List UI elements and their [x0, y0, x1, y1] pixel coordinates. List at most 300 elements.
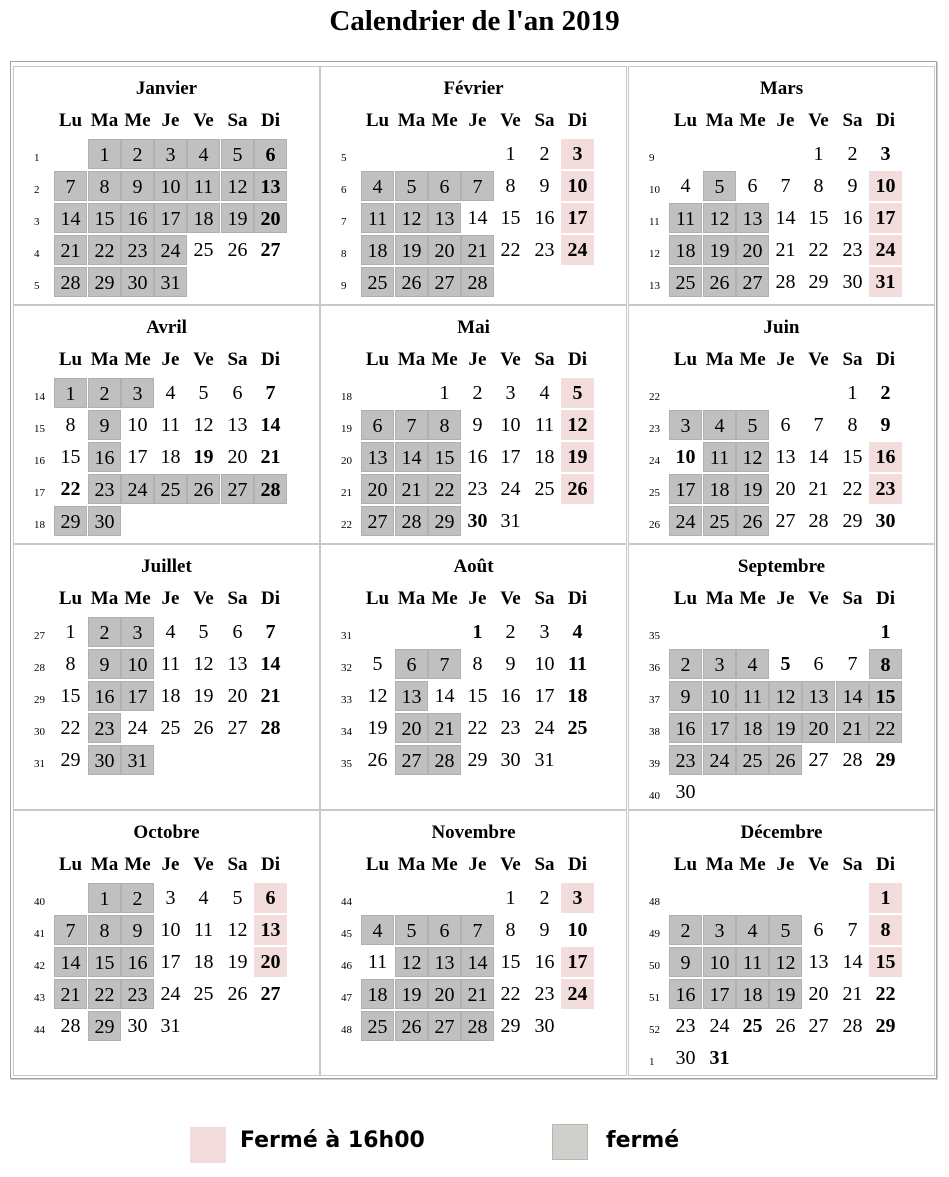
day-cell: 28 — [54, 267, 87, 297]
day-cell: 9 — [505, 653, 516, 675]
weekday-header: Je — [468, 349, 487, 370]
day-cell: 10 — [567, 919, 588, 941]
day-cell: 30 — [675, 781, 696, 803]
day-cell: 8 — [813, 175, 824, 197]
month-name: Décembre — [740, 822, 823, 843]
day-cell: 3 — [539, 621, 550, 643]
day-cell: 30 — [127, 1015, 148, 1037]
day-cell: 10 — [160, 919, 181, 941]
day-cell: 29 — [54, 506, 87, 536]
day-cell: 7 — [54, 915, 87, 945]
month-name: Février — [443, 78, 504, 99]
week-number: 19 — [341, 423, 352, 435]
day-cell: 1 — [88, 139, 121, 169]
weekday-header: Lu — [673, 110, 698, 131]
week-number: 34 — [341, 726, 352, 738]
day-cell: 27 — [775, 510, 796, 532]
week-number: 31 — [34, 758, 45, 770]
day-cell: 26 — [227, 239, 248, 261]
day-cell: 15 — [500, 207, 521, 229]
day-cell: 17 — [154, 203, 187, 233]
month-name: Novembre — [431, 822, 516, 843]
day-cell: 22 — [60, 717, 81, 739]
day-cell: 18 — [703, 474, 736, 504]
day-cell: 18 — [160, 685, 181, 707]
weekday-header: Sa — [842, 110, 863, 131]
month-11 — [320, 810, 627, 1076]
day-cell: 20 — [227, 685, 248, 707]
day-cell: 4 — [539, 382, 550, 404]
day-cell: 30 — [875, 510, 896, 532]
day-cell: 4 — [361, 171, 394, 201]
weekday-header: Ve — [193, 110, 214, 131]
week-number: 36 — [649, 662, 660, 674]
day-cell: 27 — [736, 267, 769, 297]
day-cell: 20 — [254, 203, 287, 233]
weekday-header: Je — [776, 349, 795, 370]
week-number: 17 — [34, 487, 45, 499]
month-name: Mars — [759, 78, 804, 99]
day-cell: 7 — [265, 382, 276, 404]
day-cell: 23 — [88, 713, 121, 743]
weekday-header: Je — [776, 110, 795, 131]
day-cell: 27 — [221, 474, 254, 504]
day-cell: 10 — [703, 947, 736, 977]
day-cell: 1 — [88, 883, 121, 913]
day-cell: 24 — [127, 717, 148, 739]
weekday-header: Sa — [227, 854, 248, 875]
month-name: Octobre — [133, 822, 200, 843]
day-cell: 10 — [121, 649, 154, 679]
day-cell: 7 — [461, 171, 494, 201]
day-cell: 10 — [869, 171, 902, 201]
day-cell: 25 — [193, 239, 214, 261]
weekday-header: Lu — [365, 110, 390, 131]
day-cell: 12 — [769, 681, 802, 711]
day-cell: 15 — [467, 685, 488, 707]
week-number: 18 — [341, 391, 352, 403]
day-cell: 26 — [367, 749, 388, 771]
day-cell: 13 — [361, 442, 394, 472]
day-cell: 2 — [539, 143, 550, 165]
day-cell: 23 — [121, 979, 154, 1009]
day-cell: 4 — [187, 139, 220, 169]
day-cell: 30 — [534, 1015, 555, 1037]
day-cell: 25 — [361, 1011, 394, 1041]
day-cell: 16 — [842, 207, 863, 229]
weekday-header: Ve — [193, 588, 214, 609]
day-cell: 11 — [534, 414, 555, 436]
week-number: 31 — [341, 630, 352, 642]
week-number: 30 — [34, 726, 45, 738]
week-number: 6 — [341, 184, 347, 196]
day-cell: 7 — [813, 414, 824, 436]
day-cell: 7 — [847, 653, 858, 675]
day-cell: 19 — [227, 951, 248, 973]
day-cell: 12 — [769, 947, 802, 977]
day-cell: 3 — [121, 617, 154, 647]
day-cell: 14 — [808, 446, 829, 468]
weekday-header: Lu — [673, 349, 698, 370]
week-number: 1 — [34, 152, 40, 164]
week-number: 42 — [34, 960, 45, 972]
week-number: 4 — [34, 248, 40, 260]
day-cell: 1 — [813, 143, 824, 165]
day-cell: 3 — [165, 887, 176, 909]
day-cell: 20 — [361, 474, 394, 504]
day-cell: 6 — [361, 410, 394, 440]
day-cell: 22 — [500, 983, 521, 1005]
day-cell: 22 — [500, 239, 521, 261]
month-name: Juin — [763, 317, 800, 338]
day-cell: 4 — [703, 410, 736, 440]
day-cell: 21 — [836, 713, 869, 743]
day-cell: 23 — [675, 1015, 696, 1037]
day-cell: 31 — [160, 1015, 181, 1037]
day-cell: 11 — [669, 203, 702, 233]
month-name: Avril — [146, 317, 187, 338]
week-number: 39 — [649, 758, 660, 770]
month-name: Janvier — [135, 78, 198, 99]
day-cell: 12 — [395, 947, 428, 977]
week-number: 13 — [649, 280, 660, 292]
day-cell: 23 — [869, 474, 902, 504]
week-number: 10 — [649, 184, 660, 196]
day-cell: 8 — [65, 414, 76, 436]
day-cell: 8 — [869, 915, 902, 945]
day-cell: 31 — [121, 745, 154, 775]
week-number: 32 — [341, 662, 352, 674]
calendar-grid — [10, 61, 937, 1079]
day-cell: 30 — [500, 749, 521, 771]
weekday-header: Di — [261, 349, 280, 370]
weekday-header: Me — [431, 349, 458, 370]
weekday-header: Sa — [227, 349, 248, 370]
weekday-header: Sa — [534, 110, 555, 131]
day-cell: 14 — [260, 653, 281, 675]
weekday-header: Lu — [365, 588, 390, 609]
day-cell: 31 — [869, 267, 902, 297]
day-cell: 18 — [361, 979, 394, 1009]
day-cell: 11 — [736, 947, 769, 977]
day-cell: 31 — [709, 1047, 730, 1069]
day-cell: 9 — [880, 414, 891, 436]
week-number: 52 — [649, 1024, 660, 1036]
day-cell: 3 — [880, 143, 891, 165]
week-number: 7 — [341, 216, 347, 228]
day-cell: 23 — [534, 983, 555, 1005]
day-cell: 7 — [265, 621, 276, 643]
day-cell: 21 — [260, 685, 281, 707]
week-number: 12 — [649, 248, 660, 260]
week-number: 22 — [341, 519, 352, 531]
week-number: 8 — [341, 248, 347, 260]
month-name: Septembre — [737, 556, 826, 577]
day-cell: 24 — [121, 474, 154, 504]
day-cell: 8 — [505, 919, 516, 941]
week-number: 23 — [649, 423, 660, 435]
day-cell: 2 — [669, 915, 702, 945]
day-cell: 6 — [780, 414, 791, 436]
day-cell: 22 — [842, 478, 863, 500]
day-cell: 6 — [813, 653, 824, 675]
week-number: 14 — [34, 391, 45, 403]
day-cell: 25 — [736, 745, 769, 775]
week-number: 44 — [34, 1024, 45, 1036]
weekday-header: Ma — [705, 110, 734, 131]
day-cell: 4 — [680, 175, 691, 197]
day-cell: 13 — [254, 171, 287, 201]
day-cell: 25 — [160, 717, 181, 739]
day-cell: 18 — [534, 446, 555, 468]
day-cell: 12 — [367, 685, 388, 707]
weekday-header: Sa — [227, 110, 248, 131]
week-number: 45 — [341, 928, 352, 940]
day-cell: 25 — [361, 267, 394, 297]
day-cell: 3 — [561, 883, 594, 913]
weekday-header: Lu — [58, 588, 83, 609]
day-cell: 6 — [813, 919, 824, 941]
day-cell: 4 — [736, 649, 769, 679]
day-cell: 20 — [808, 983, 829, 1005]
day-cell: 12 — [227, 919, 248, 941]
day-cell: 25 — [703, 506, 736, 536]
weekday-header: Ma — [705, 349, 734, 370]
day-cell: 1 — [472, 621, 483, 643]
day-cell: 12 — [736, 442, 769, 472]
weekday-header: Ma — [397, 110, 426, 131]
weekday-header: Di — [261, 588, 280, 609]
day-cell: 30 — [88, 745, 121, 775]
day-cell: 11 — [703, 442, 736, 472]
day-cell: 24 — [500, 478, 521, 500]
day-cell: 22 — [60, 478, 81, 500]
weekday-header: Je — [161, 588, 180, 609]
day-cell: 27 — [227, 717, 248, 739]
day-cell: 26 — [561, 474, 594, 504]
day-cell: 24 — [154, 235, 187, 265]
day-cell: 5 — [769, 915, 802, 945]
day-cell: 17 — [669, 474, 702, 504]
day-cell: 19 — [395, 235, 428, 265]
day-cell: 7 — [847, 919, 858, 941]
week-number: 11 — [649, 216, 660, 228]
weekday-header: Je — [776, 588, 795, 609]
day-cell: 11 — [568, 653, 587, 675]
day-cell: 6 — [232, 621, 243, 643]
day-cell: 2 — [669, 649, 702, 679]
day-cell: 2 — [505, 621, 516, 643]
week-number: 49 — [649, 928, 660, 940]
weekday-header: Ve — [193, 349, 214, 370]
day-cell: 1 — [65, 621, 76, 643]
day-cell: 19 — [769, 713, 802, 743]
week-number: 41 — [34, 928, 45, 940]
day-cell: 19 — [193, 446, 214, 468]
day-cell: 16 — [534, 207, 555, 229]
day-cell: 11 — [193, 919, 214, 941]
day-cell: 21 — [428, 713, 461, 743]
day-cell: 26 — [769, 745, 802, 775]
day-cell: 10 — [703, 681, 736, 711]
weekday-header: Ve — [500, 588, 521, 609]
weekday-header: Di — [568, 854, 587, 875]
day-cell: 9 — [669, 947, 702, 977]
day-cell: 24 — [709, 1015, 730, 1037]
day-cell: 2 — [880, 382, 891, 404]
day-cell: 1 — [505, 887, 516, 909]
day-cell: 18 — [567, 685, 588, 707]
day-cell: 8 — [472, 653, 483, 675]
day-cell: 9 — [847, 175, 858, 197]
day-cell: 4 — [361, 915, 394, 945]
day-cell: 5 — [198, 621, 209, 643]
day-cell: 10 — [154, 171, 187, 201]
day-cell: 20 — [254, 947, 287, 977]
day-cell: 27 — [395, 745, 428, 775]
day-cell: 28 — [395, 506, 428, 536]
weekday-header: Ma — [397, 854, 426, 875]
day-cell: 15 — [808, 207, 829, 229]
week-number: 51 — [649, 992, 660, 1004]
day-cell: 3 — [154, 139, 187, 169]
week-number: 37 — [649, 694, 660, 706]
day-cell: 17 — [703, 979, 736, 1009]
day-cell: 16 — [500, 685, 521, 707]
day-cell: 9 — [88, 410, 121, 440]
day-cell: 19 — [769, 979, 802, 1009]
day-cell: 14 — [842, 951, 863, 973]
week-number: 50 — [649, 960, 660, 972]
week-number: 9 — [649, 152, 655, 164]
day-cell: 20 — [428, 235, 461, 265]
week-number: 33 — [341, 694, 352, 706]
day-cell: 3 — [121, 378, 154, 408]
day-cell: 21 — [395, 474, 428, 504]
day-cell: 9 — [539, 919, 550, 941]
day-cell: 7 — [54, 171, 87, 201]
day-cell: 24 — [669, 506, 702, 536]
day-cell: 22 — [428, 474, 461, 504]
weekday-header: Sa — [227, 588, 248, 609]
day-cell: 24 — [534, 717, 555, 739]
day-cell: 14 — [395, 442, 428, 472]
week-number: 3 — [34, 216, 40, 228]
day-cell: 26 — [703, 267, 736, 297]
day-cell: 27 — [428, 1011, 461, 1041]
weekday-header: Lu — [673, 854, 698, 875]
week-number: 16 — [34, 455, 45, 467]
day-cell: 23 — [534, 239, 555, 261]
week-number: 48 — [649, 896, 660, 908]
day-cell: 8 — [428, 410, 461, 440]
week-number: 35 — [341, 758, 352, 770]
day-cell: 29 — [60, 749, 81, 771]
day-cell: 15 — [88, 203, 121, 233]
day-cell: 30 — [121, 267, 154, 297]
day-cell: 21 — [842, 983, 863, 1005]
weekday-header: Lu — [58, 854, 83, 875]
day-cell: 23 — [669, 745, 702, 775]
day-cell: 14 — [467, 207, 488, 229]
weekday-header: Ma — [90, 110, 119, 131]
day-cell: 1 — [847, 382, 858, 404]
day-cell: 25 — [534, 478, 555, 500]
day-cell: 12 — [561, 410, 594, 440]
week-number: 40 — [649, 790, 660, 802]
week-number: 25 — [649, 487, 660, 499]
day-cell: 22 — [808, 239, 829, 261]
month-3 — [628, 66, 935, 305]
month-5 — [320, 305, 627, 544]
weekday-header: Ve — [500, 110, 521, 131]
day-cell: 24 — [703, 745, 736, 775]
day-cell: 26 — [395, 267, 428, 297]
legend-early-close-label: Fermé à 16h00 — [240, 1128, 425, 1153]
day-cell: 26 — [187, 474, 220, 504]
day-cell: 24 — [160, 983, 181, 1005]
day-cell: 29 — [842, 510, 863, 532]
day-cell: 19 — [367, 717, 388, 739]
month-name: Mai — [457, 317, 490, 338]
day-cell: 7 — [461, 915, 494, 945]
day-cell: 19 — [736, 474, 769, 504]
day-cell: 22 — [88, 235, 121, 265]
month-2 — [320, 66, 627, 305]
day-cell: 26 — [227, 983, 248, 1005]
day-cell: 29 — [875, 1015, 896, 1037]
day-cell: 18 — [361, 235, 394, 265]
day-cell: 28 — [842, 749, 863, 771]
day-cell: 22 — [875, 983, 896, 1005]
day-cell: 13 — [802, 681, 835, 711]
day-cell: 12 — [221, 171, 254, 201]
weekday-header: Di — [568, 110, 587, 131]
day-cell: 16 — [669, 979, 702, 1009]
day-cell: 17 — [534, 685, 555, 707]
day-cell: 24 — [869, 235, 902, 265]
day-cell: 16 — [121, 203, 154, 233]
week-number: 1 — [649, 1056, 655, 1068]
month-7 — [13, 544, 320, 810]
day-cell: 23 — [467, 478, 488, 500]
day-cell: 15 — [60, 446, 81, 468]
day-cell: 18 — [736, 979, 769, 1009]
day-cell: 27 — [361, 506, 394, 536]
day-cell: 5 — [703, 171, 736, 201]
day-cell: 7 — [780, 175, 791, 197]
day-cell: 15 — [869, 947, 902, 977]
day-cell: 27 — [428, 267, 461, 297]
day-cell: 1 — [505, 143, 516, 165]
day-cell: 28 — [60, 1015, 81, 1037]
day-cell: 3 — [703, 649, 736, 679]
day-cell: 14 — [54, 203, 87, 233]
day-cell: 26 — [193, 717, 214, 739]
week-number: 2 — [34, 184, 40, 196]
day-cell: 17 — [561, 203, 594, 233]
day-cell: 13 — [808, 951, 829, 973]
weekday-header: Ma — [397, 349, 426, 370]
day-cell: 29 — [875, 749, 896, 771]
day-cell: 8 — [65, 653, 76, 675]
day-cell: 7 — [428, 649, 461, 679]
weekday-header: Lu — [365, 349, 390, 370]
week-number: 5 — [341, 152, 347, 164]
day-cell: 3 — [505, 382, 516, 404]
day-cell: 8 — [505, 175, 516, 197]
weekday-header: Ma — [90, 854, 119, 875]
